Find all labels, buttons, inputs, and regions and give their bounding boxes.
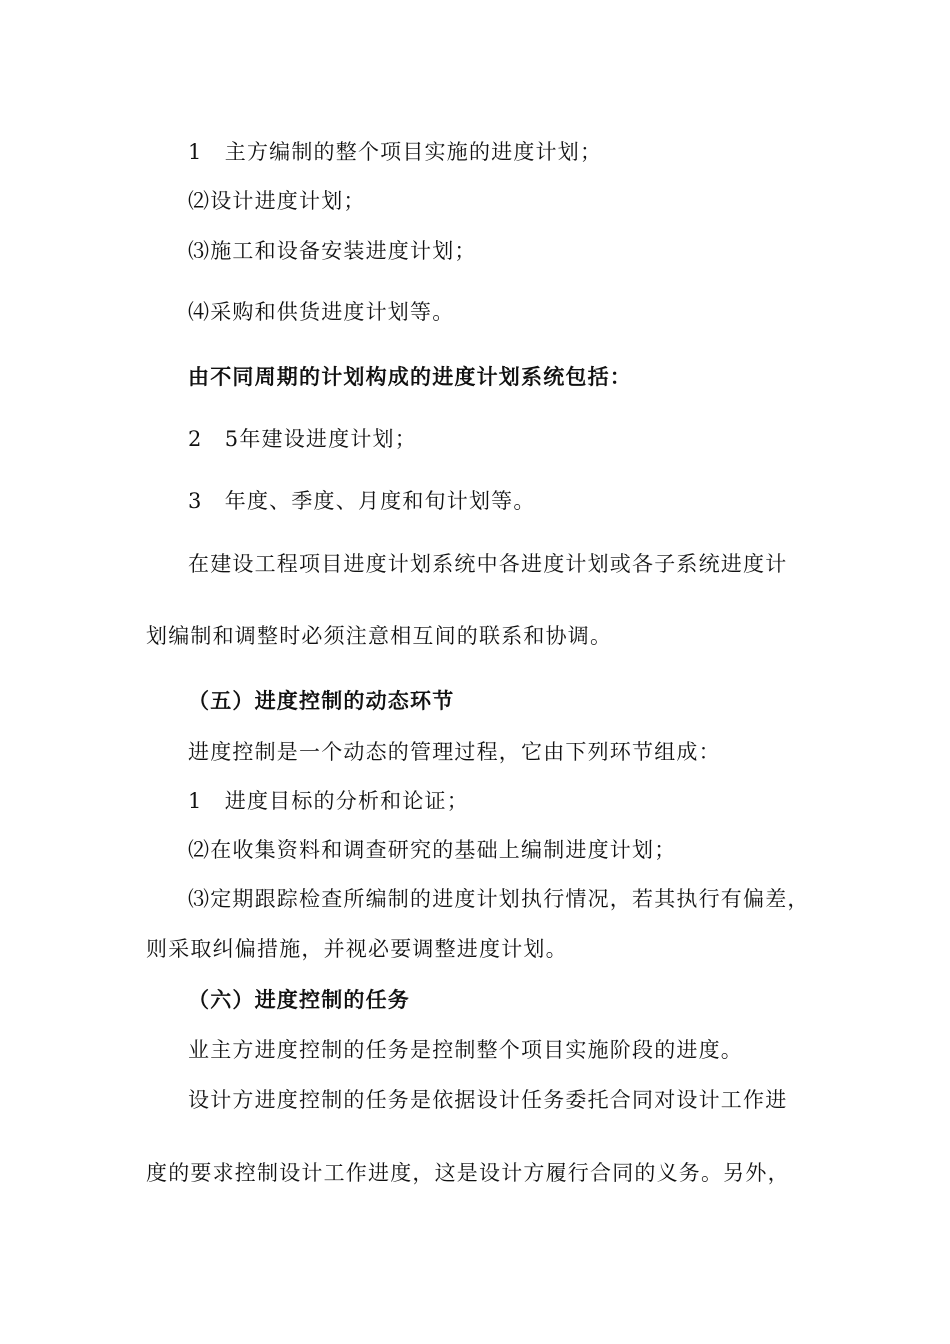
- list-item-9: ⑶定期跟踪检查所编制的进度计划执行情况，若其执行有偏差，: [188, 887, 810, 911]
- list-item-3: ⑶施工和设备安装进度计划；: [188, 239, 477, 263]
- paragraph-line: 则采取纠偏措施，并视必要调整进度计划。: [146, 937, 568, 961]
- paragraph-line: 在建设工程项目进度计划系统中各进度计划或各子系统进度计: [188, 552, 788, 576]
- list-item-1: 1 主方编制的整个项目实施的进度计划；: [188, 140, 603, 164]
- paragraph-line: 业主方进度控制的任务是控制整个项目实施阶段的进度。: [188, 1038, 743, 1062]
- paragraph-line: 度的要求控制设计工作进度，这是设计方履行合同的义务。另外，: [146, 1161, 790, 1185]
- section-heading-5: （五）进度控制的动态环节: [188, 688, 455, 713]
- list-item-8: ⑵在收集资料和调查研究的基础上编制进度计划；: [188, 838, 677, 862]
- list-item-6: 3 年度、季度、月度和旬计划等。: [188, 489, 536, 513]
- section-heading-6: （六）进度控制的任务: [188, 987, 410, 1012]
- list-item-2: ⑵设计进度计划；: [188, 189, 366, 213]
- paragraph-line: 划编制和调整时必须注意相互间的联系和协调。: [146, 624, 613, 648]
- list-item-7: 1 进度目标的分析和论证；: [188, 789, 469, 813]
- list-item-4: ⑷采购和供货进度计划等。: [188, 300, 455, 324]
- list-item-5: 2 5年建设进度计划；: [188, 427, 417, 451]
- paragraph-line: 进度控制是一个动态的管理过程，它由下列环节组成：: [188, 740, 721, 764]
- paragraph-line: 设计方进度控制的任务是依据设计任务委托合同对设计工作进: [188, 1088, 788, 1112]
- section-lead-heading: 由不同周期的计划构成的进度计划系统包括：: [188, 364, 632, 389]
